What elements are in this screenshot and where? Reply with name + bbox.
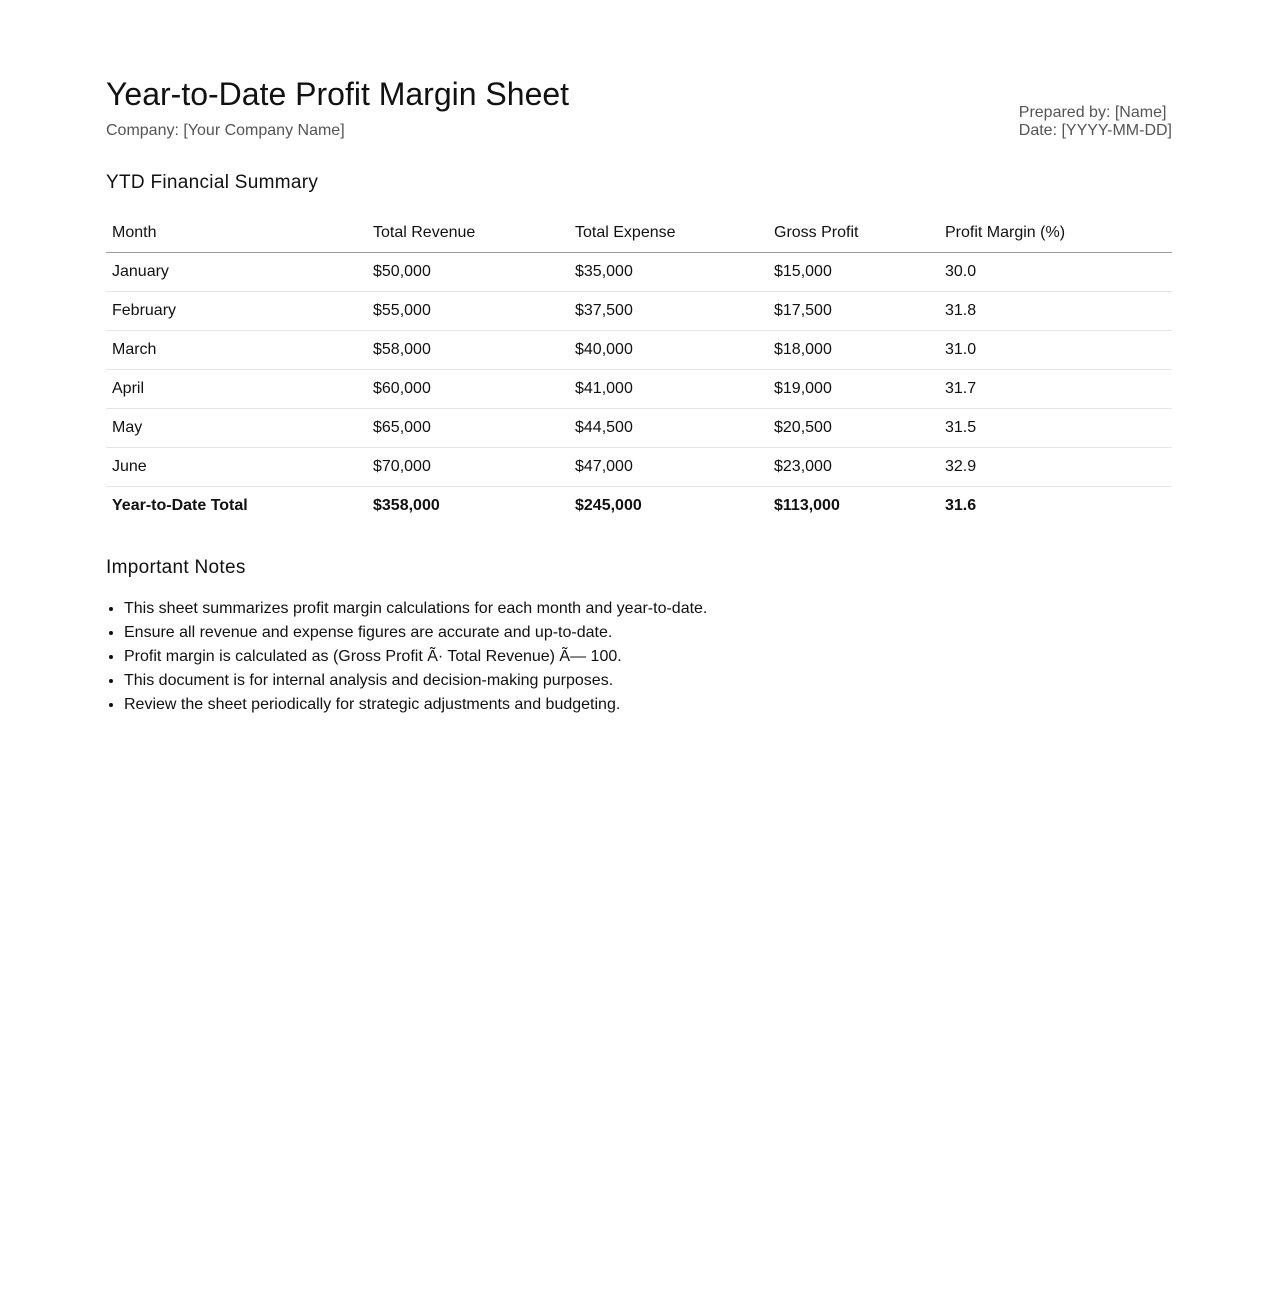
cell-gross-profit: $17,500 [768, 292, 939, 331]
cell-total-expense: $47,000 [569, 448, 768, 487]
cell-gross-profit: $20,500 [768, 409, 939, 448]
cell-profit-margin: 31.7 [939, 370, 1172, 409]
cell-total-revenue: $65,000 [367, 409, 569, 448]
summary-title: YTD Financial Summary [106, 172, 319, 193]
cell-total-expense: $37,500 [569, 292, 768, 331]
total-profit-margin: 31.6 [945, 497, 977, 514]
total-expense: $245,000 [575, 497, 642, 514]
list-item: • Profit margin is calculated as (Gross Profit Ã· Total Revenue) Ã— 100. [124, 645, 1172, 669]
cell-gross-profit: $18,000 [768, 331, 939, 370]
cell-total-expense: $35,000 [569, 253, 768, 292]
financial-summary-table [106, 214, 1172, 525]
document-date: Date: [YYYY-MM-DD] [1018, 122, 1172, 139]
cell-profit-margin: 30.0 [939, 253, 1172, 292]
cell-total-revenue: $70,000 [367, 448, 569, 487]
cell-month: April [106, 370, 367, 409]
column-header-total-expense: Total Expense [569, 214, 768, 253]
cell-month: May [106, 409, 367, 448]
cell-total-expense: $41,000 [569, 370, 768, 409]
cell-month: February [106, 292, 367, 331]
total-revenue: $358,000 [373, 497, 440, 514]
column-header-month: Month [106, 214, 367, 253]
cell-profit-margin: 31.5 [939, 409, 1172, 448]
cell-total-revenue: $55,000 [367, 292, 569, 331]
list-item: • This sheet summarizes profit margin calculations for each month and year-to-date. [124, 597, 1172, 621]
company-name: Company: [Your Company Name] [106, 122, 345, 139]
table-row [106, 448, 1172, 487]
cell-total-revenue: $60,000 [367, 370, 569, 409]
cell-total-expense: $44,500 [569, 409, 768, 448]
total-gross-profit: $113,000 [774, 497, 840, 514]
document-page [106, 0, 1172, 717]
notes-title: Important Notes [106, 557, 246, 578]
column-header-total-revenue: Total Revenue [367, 214, 569, 253]
table-row [106, 292, 1172, 331]
cell-total-revenue: $50,000 [367, 253, 569, 292]
table-row [106, 370, 1172, 409]
list-item: • Ensure all revenue and expense figures are accurate and up-to-date. [124, 621, 1172, 645]
table-row [106, 331, 1172, 370]
notes-list [106, 597, 1172, 717]
cell-total-revenue: $58,000 [367, 331, 569, 370]
document-header [106, 74, 1172, 146]
table-header-row [106, 214, 1172, 253]
cell-gross-profit: $23,000 [768, 448, 939, 487]
cell-gross-profit: $19,000 [768, 370, 939, 409]
total-label: Year-to-Date Total [112, 497, 248, 514]
cell-month: January [106, 253, 367, 292]
list-item: • Review the sheet periodically for strategic adjustments and budgeting. [124, 693, 1172, 717]
page-title: Year-to-Date Profit Margin Sheet [106, 76, 570, 112]
column-header-profit-margin: Profit Margin (%) [939, 214, 1172, 253]
cell-month: June [106, 448, 367, 487]
prepared-by: Prepared by: [Name] [1018, 104, 1167, 121]
list-item: • This document is for internal analysis and decision-making purposes. [124, 669, 1172, 693]
cell-profit-margin: 31.0 [939, 331, 1172, 370]
cell-profit-margin: 32.9 [939, 448, 1172, 487]
column-header-gross-profit: Gross Profit [768, 214, 939, 253]
cell-gross-profit: $15,000 [768, 253, 939, 292]
document-meta [1019, 104, 1172, 140]
cell-month: March [106, 331, 367, 370]
table-row [106, 253, 1172, 292]
cell-profit-margin: 31.8 [939, 292, 1172, 331]
table-row [106, 409, 1172, 448]
total-row [106, 487, 1172, 526]
cell-total-expense: $40,000 [569, 331, 768, 370]
